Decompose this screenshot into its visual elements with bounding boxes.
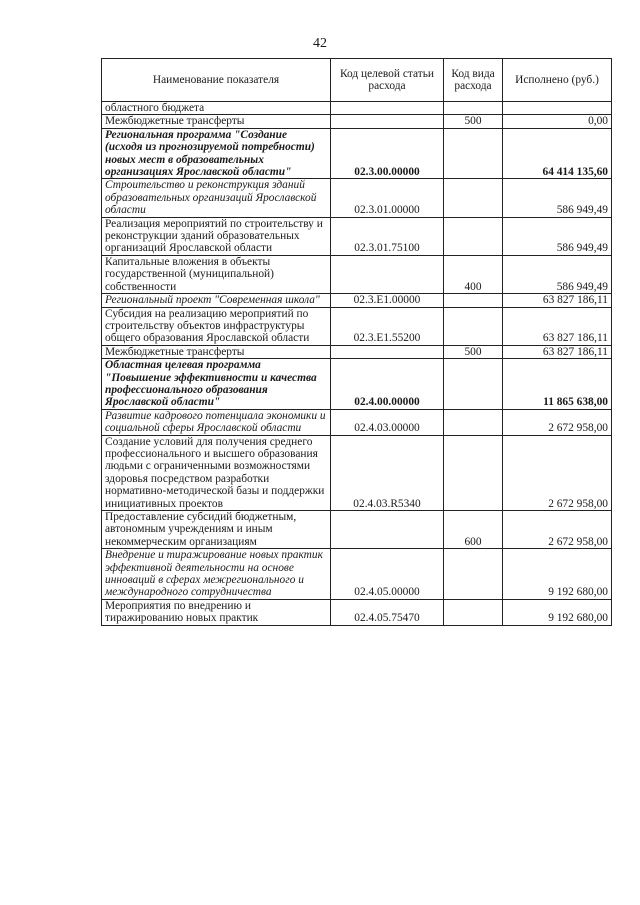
header-sum: Исполнено (руб.): [503, 59, 612, 102]
row-name-cell: Региональный проект "Современная школа": [102, 294, 331, 307]
row-name-cell: Реализация мероприятий по строительству и реконструкции зданий образовательных организаций Ярославской области: [102, 217, 331, 255]
row-kind-cell: 500: [444, 115, 503, 128]
table-row: [102, 511, 612, 549]
row-name-cell: Мероприятия по внедрению и тиражированию новых практик: [102, 599, 331, 625]
table-row: [102, 599, 612, 625]
table-row: [102, 435, 612, 510]
row-sum-cell: 586 949,49: [503, 217, 612, 255]
table-row: [102, 115, 612, 128]
row-code-cell: 02.3.00.00000: [331, 128, 444, 179]
row-sum-cell: 11 865 638,00: [503, 359, 612, 410]
table-row: [102, 359, 612, 410]
row-code-cell: 02.4.03.R5340: [331, 435, 444, 510]
row-kind-cell: [444, 102, 503, 115]
row-kind-cell: [444, 294, 503, 307]
table-row: [102, 294, 612, 307]
row-kind-cell: 400: [444, 255, 503, 293]
row-kind-cell: 600: [444, 511, 503, 549]
row-code-cell: 02.4.05.75470: [331, 599, 444, 625]
row-sum-cell: 2 672 958,00: [503, 409, 612, 435]
header-kind: Код вида расхода: [444, 59, 503, 102]
row-kind-cell: [444, 549, 503, 600]
row-name-cell: Строительство и реконструкция зданий образовательных организаций Ярославской области: [102, 179, 331, 217]
page-number: 42: [313, 36, 327, 51]
row-kind-cell: [444, 179, 503, 217]
row-name-cell: Создание условий для получения среднего профессионального и высшего образования людьми с ограниченными возможностями здоровья посредством разработки нормативно-методической базы и поддержки инициативных проектов: [102, 435, 331, 510]
row-sum-cell: 586 949,49: [503, 179, 612, 217]
row-code-cell: 02.3.01.00000: [331, 179, 444, 217]
row-code-cell: [331, 255, 444, 293]
table-row: [102, 102, 612, 115]
table-row: [102, 128, 612, 179]
row-kind-cell: [444, 599, 503, 625]
row-kind-cell: [444, 359, 503, 410]
row-sum-cell: 63 827 186,11: [503, 307, 612, 345]
row-sum-cell: 0,00: [503, 115, 612, 128]
row-code-cell: 02.3.01.75100: [331, 217, 444, 255]
row-sum-cell: 2 672 958,00: [503, 511, 612, 549]
row-code-cell: 02.3.E1.55200: [331, 307, 444, 345]
row-kind-cell: [444, 128, 503, 179]
table-row: [102, 549, 612, 600]
table-row: [102, 217, 612, 255]
row-code-cell: 02.4.00.00000: [331, 359, 444, 410]
row-sum-cell: 2 672 958,00: [503, 435, 612, 510]
row-sum-cell: 63 827 186,11: [503, 345, 612, 358]
table-row: [102, 345, 612, 358]
row-code-cell: [331, 345, 444, 358]
row-name-cell: Развитие кадрового потенциала экономики и социальной сферы Ярославской области: [102, 409, 331, 435]
row-sum-cell: 64 414 135,60: [503, 128, 612, 179]
row-code-cell: 02.4.05.00000: [331, 549, 444, 600]
table-row: [102, 255, 612, 293]
table-row: [102, 179, 612, 217]
row-sum-cell: 586 949,49: [503, 255, 612, 293]
header-name: Наименование показателя: [102, 59, 331, 102]
row-name-cell: Внедрение и тиражирование новых практик эффективной деятельности на основе инноваций в сферах межрегионального и международного сотрудничества: [102, 549, 331, 600]
row-kind-cell: [444, 435, 503, 510]
row-sum-cell: 63 827 186,11: [503, 294, 612, 307]
table-row: [102, 307, 612, 345]
row-name-cell: Межбюджетные трансферты: [102, 345, 331, 358]
row-code-cell: 02.4.03.00000: [331, 409, 444, 435]
header-code: Код целевой статьи расхода: [331, 59, 444, 102]
row-kind-cell: 500: [444, 345, 503, 358]
table-header-row: [102, 59, 612, 102]
table-row: [102, 409, 612, 435]
row-name-cell: Областная целевая программа "Повышение эффективности и качества профессионального образования Ярославской области": [102, 359, 331, 410]
row-name-cell: Предоставление субсидий бюджетным, автономным учреждениям и иным некоммерческим организациям: [102, 511, 331, 549]
row-code-cell: 02.3.E1.00000: [331, 294, 444, 307]
row-name-cell: Субсидия на реализацию мероприятий по строительству объектов инфраструктуры общего образования Ярославской области: [102, 307, 331, 345]
row-code-cell: [331, 511, 444, 549]
row-sum-cell: 9 192 680,00: [503, 549, 612, 600]
row-kind-cell: [444, 217, 503, 255]
row-kind-cell: [444, 409, 503, 435]
row-sum-cell: [503, 102, 612, 115]
row-code-cell: [331, 115, 444, 128]
row-kind-cell: [444, 307, 503, 345]
row-name-cell: Капитальные вложения в объекты государственной (муниципальной) собственности: [102, 255, 331, 293]
row-code-cell: [331, 102, 444, 115]
row-name-cell: Межбюджетные трансферты: [102, 115, 331, 128]
row-name-cell: областного бюджета: [102, 102, 331, 115]
row-sum-cell: 9 192 680,00: [503, 599, 612, 625]
budget-table: [101, 58, 612, 626]
row-name-cell: Региональная программа "Создание (исходя из прогнозируемой потребности) новых мест в образовательных организациях Ярославской области": [102, 128, 331, 179]
